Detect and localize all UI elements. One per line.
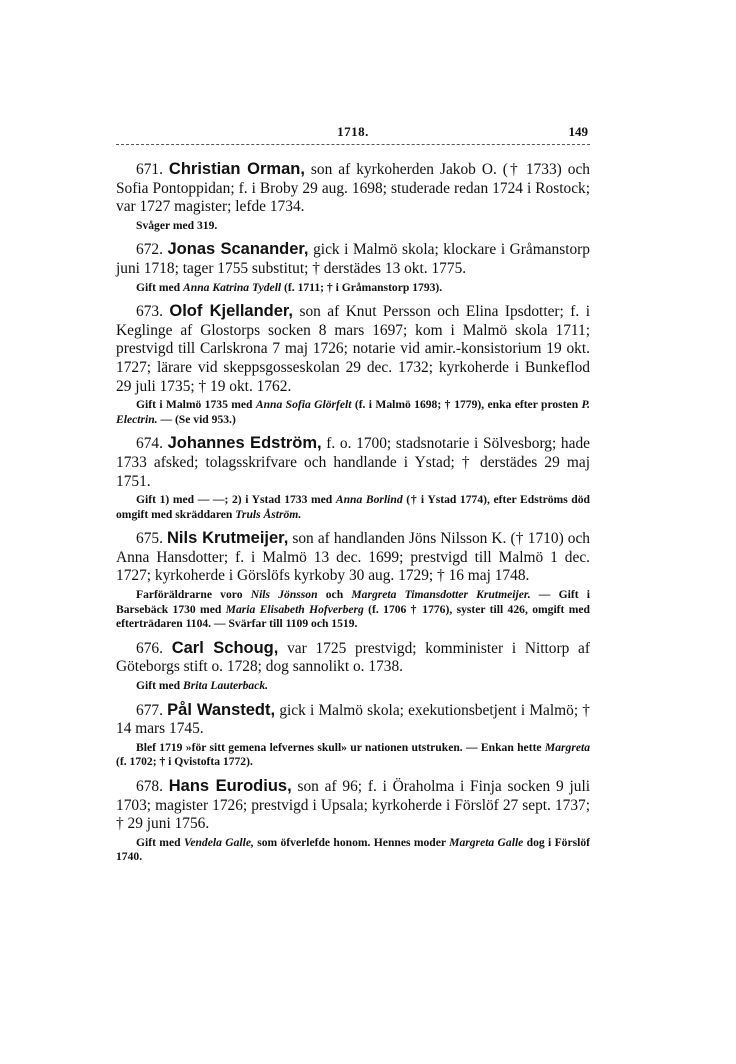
entry-body: var 1725 prestvigd; komminister i Nittorp af Göteborgs stift o. 1728; dog sannolikt o. 1738. <box>116 639 590 676</box>
entry-number: 672. <box>136 241 163 259</box>
entry-text <box>116 777 590 834</box>
note-text: (f. i Malmö 1698; † 1779), enka efter prosten <box>351 398 582 412</box>
note-text: (f. 1711; † i Gråmanstorp 1793). <box>281 280 443 294</box>
entry-text <box>116 160 590 217</box>
note-text: som öfverlefde honom. Hennes moder <box>253 835 450 849</box>
note-name-italic: P. Electrin. <box>116 398 591 426</box>
note-text: och <box>317 588 352 602</box>
note-text: (f. 1702; † i Qvistofta 1772). <box>116 755 253 769</box>
note-name-italic: Nils Jönsson <box>250 588 318 602</box>
entry-body: son af 96; f. i Öraholma i Finja socken 9 juli 1703; magister 1726; prestvigd i Upsala; kyrkoherde i Förslöf 27 sept. 1737; † 29 juni 1756. <box>116 778 591 833</box>
entry-person-name: Christian Orman, <box>168 160 305 178</box>
note-name-italic: Vendela Galle, <box>183 835 254 849</box>
entries-list <box>116 160 590 872</box>
running-year: 1718. <box>337 124 369 139</box>
entry-body: gick i Malmö skola; exekutionsbetjent i Malmö; † 14 mars 1745. <box>116 701 591 738</box>
entry-note <box>116 679 590 694</box>
biography-entry <box>116 777 590 865</box>
entry-person-name: Pål Wanstedt, <box>167 700 276 719</box>
header-rule <box>116 144 590 145</box>
entry-note <box>116 836 590 865</box>
entry-body: son af handlanden Jöns Nilsson K. († 1710) och Anna Hansdotter; f. i Malmö 13 dec. 1699; prestvigd till Malmö 1 dec. 1727; kyrkoherde i Görslöfs kyrkoby 30 aug. 1729; † 16 maj 1748. <box>116 530 590 585</box>
entry-number: 678. <box>136 778 163 795</box>
note-text: Gift i Malmö 1735 med <box>136 398 256 412</box>
entry-person-name: Nils Krutmeijer, <box>167 529 289 548</box>
note-name-italic: Margreta Timansdotter Krutmeijer. <box>351 588 531 602</box>
note-text: Blef 1719 »för sitt gemena lefvernes skull» ur nationen utstruken. — Enkan hette <box>136 740 545 754</box>
entry-note <box>116 281 590 296</box>
note-text: — Gift i Barsebäck 1730 med <box>116 588 590 616</box>
biography-entry <box>116 302 590 427</box>
note-name-italic: Brita Lauterback. <box>183 679 269 693</box>
entry-number: 676. <box>136 639 163 657</box>
entry-text <box>116 302 590 396</box>
note-text: Svåger med 319. <box>136 218 218 232</box>
page-header <box>116 118 590 158</box>
entry-person-name: Olof Kjellander, <box>169 302 294 321</box>
entry-text <box>116 434 590 491</box>
note-text: Farföräldrarne voro <box>136 588 251 602</box>
note-text: Gift med <box>136 835 184 849</box>
entry-note <box>116 741 590 770</box>
note-name-italic: Anna Sofia Glörfelt <box>255 398 352 412</box>
entry-body: son af kyrkoherden Jakob O. († 1733) och Sofia Pontoppidan; f. i Broby 29 aug. 1698; studerade redan 1724 i Rostock; var 1727 magister; lefde 1734. <box>116 161 590 216</box>
note-name-italic: Anna Borlind <box>335 493 403 507</box>
note-name-italic: Truls Åström. <box>235 507 302 521</box>
note-name-italic: Margreta Galle <box>449 835 524 849</box>
entry-person-name: Jonas Scanander, <box>167 240 309 259</box>
note-text: († i Ystad 1774), efter Edströms död omgift med skräddaren <box>116 493 591 521</box>
entry-note <box>116 398 590 427</box>
entry-text <box>116 529 590 586</box>
entry-note <box>116 219 590 234</box>
note-text: — (Se vid 953.) <box>157 412 236 426</box>
entry-text <box>116 240 590 278</box>
entry-body: f. o. 1700; stadsnotarie i Sölvesborg; hade 1733 afsked; tolagsskrifvare och handlande i Ystad; † derstädes 29 maj 1751. <box>116 435 590 490</box>
biography-entry <box>116 160 590 233</box>
entry-number: 677. <box>136 701 163 719</box>
note-name-italic: Margreta <box>544 740 590 754</box>
biography-entry <box>116 529 590 632</box>
note-text: Gift med <box>136 679 184 693</box>
note-name-italic: Anna Katrina Tydell <box>183 280 282 294</box>
entry-person-name: Johannes Edström, <box>167 434 322 453</box>
biography-entry <box>116 240 590 295</box>
entry-note <box>116 588 590 632</box>
entry-number: 674. <box>136 435 163 453</box>
note-text: Gift med <box>136 280 184 294</box>
entry-body: gick i Malmö skola; klockare i Gråmanstorp juni 1718; tager 1755 substitut; † derstädes 13 okt. 1775. <box>116 241 590 277</box>
entry-text <box>116 701 590 739</box>
entry-note <box>116 493 590 522</box>
note-name-italic: Maria Elisabeth Hofverberg <box>225 602 364 616</box>
biography-entry <box>116 701 590 770</box>
page-number: 149 <box>568 124 588 139</box>
entry-text <box>116 639 590 677</box>
biography-entry <box>116 434 590 522</box>
entry-number: 673. <box>136 303 163 321</box>
biography-entry <box>116 639 590 694</box>
entry-body: son af Knut Persson och Elina Ipsdotter; f. i Keglinge af Glostorps socken 8 mars 1697; kom i Malmö skola 1711; prestvigd till Carlskrona 7 maj 1726; notarie vid amir.-konsistorium 19 okt. 1727; lärare vid skeppsgosseskolan 29 dec. 1732; kyrkoherde i Bunkeflod 29 juli 1735; † 19 okt. 1762. <box>116 303 590 395</box>
note-text: Gift 1) med — —; 2) i Ystad 1733 med <box>136 493 336 507</box>
note-text: dog i Förslöf 1740. <box>116 835 590 864</box>
entry-number: 675. <box>136 530 163 548</box>
note-text: (f. 1706 † 1776), syster till 426, omgift med efterträdaren 1104. — Svärfar till 1109 och 1519. <box>116 602 590 631</box>
entry-person-name: Hans Eurodius, <box>168 777 292 795</box>
entry-person-name: Carl Schoug, <box>171 638 279 657</box>
entry-number: 671. <box>136 161 163 178</box>
